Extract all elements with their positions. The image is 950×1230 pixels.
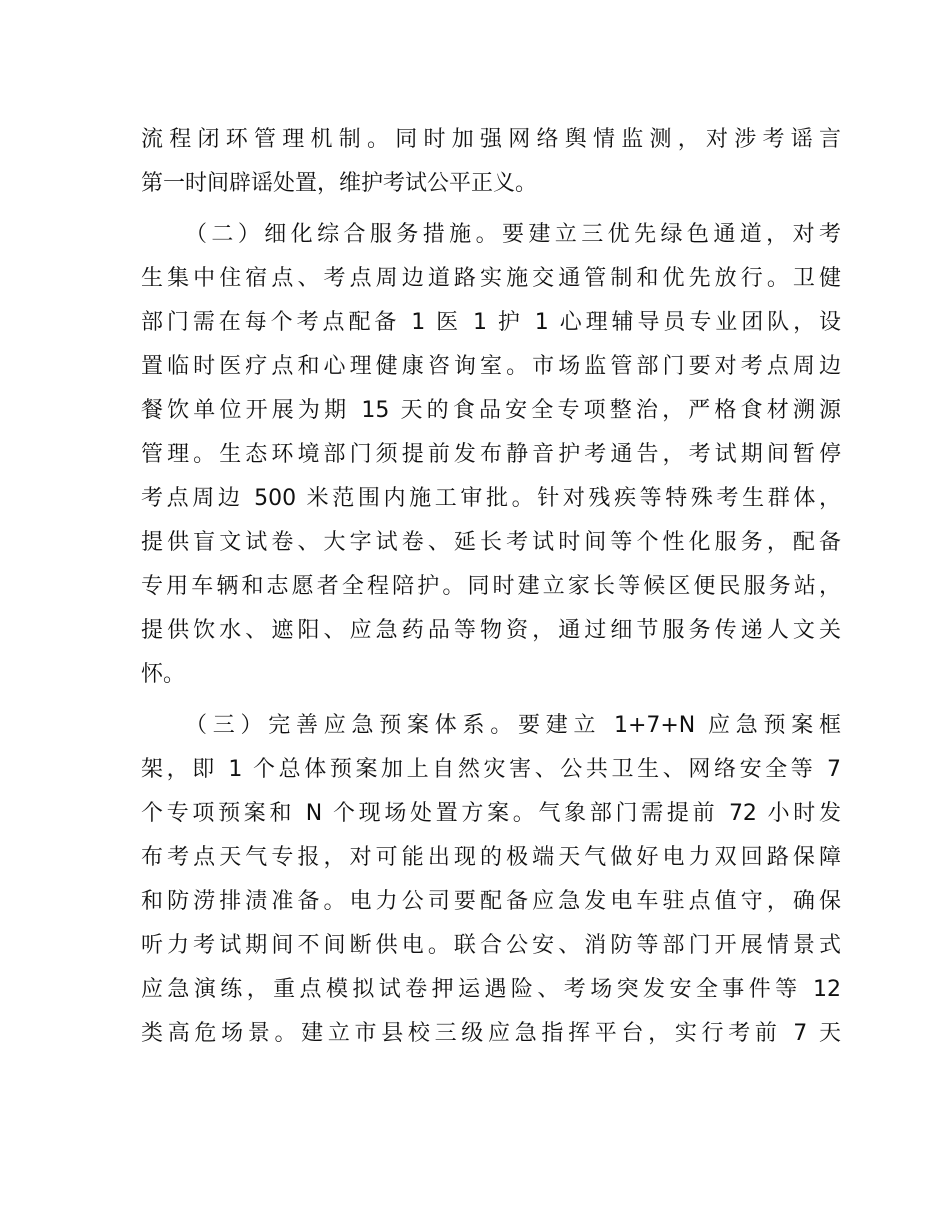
text-line: 个专项预案和 N 个现场处置方案。气象部门需提前 72 小时发 — [141, 801, 841, 826]
text-line: 流程闭环管理机制。同时加强网络舆情监测，对涉考谣言 — [141, 127, 841, 152]
text-line: 和防涝排渍准备。电力公司要配备应急发电车驻点值守，确保 — [141, 889, 841, 914]
text-line: 提供盲文试卷、大字试卷、延长考试时间等个性化服务，配备 — [141, 530, 841, 555]
text-line: （三）完善应急预案体系。要建立 1+7+N 应急预案框 — [185, 713, 841, 738]
text-line: 提供饮水、遮阳、应急药品等物资，通过细节服务传递人文关 — [141, 618, 841, 643]
text-line: 第一时间辟谣处置，维护考试公平正义。 — [141, 171, 538, 196]
text-line: 部门需在每个考点配备 1 医 1 护 1 心理辅导员专业团队，设 — [141, 310, 841, 335]
text-line: 专用车辆和志愿者全程陪护。同时建立家长等候区便民服务站， — [141, 574, 841, 599]
paragraph-3 — [141, 704, 841, 1056]
text-line: 架，即 1 个总体预案加上自然灾害、公共卫生、网络安全等 7 — [141, 757, 841, 782]
document-body — [141, 118, 841, 1056]
paragraph-1 — [141, 118, 841, 206]
text-line: 布考点天气专报，对可能出现的极端天气做好电力双回路保障 — [141, 845, 841, 870]
text-line: （二）细化综合服务措施。要建立三优先绿色通道，对考 — [185, 222, 841, 247]
text-line: 应急演练，重点模拟试卷押运遇险、考场突发安全事件等 12 — [141, 977, 841, 1002]
text-line: 听力考试期间不间断供电。联合公安、消防等部门开展情景式 — [141, 933, 841, 958]
text-line: 餐饮单位开展为期 15 天的食品安全专项整治，严格食材溯源 — [141, 398, 841, 423]
text-line: 类高危场景。建立市县校三级应急指挥平台，实行考前 7 天 — [141, 1021, 841, 1046]
paragraph-2 — [141, 213, 841, 697]
text-line: 置临时医疗点和心理健康咨询室。市场监管部门要对考点周边 — [141, 354, 841, 379]
text-line: 考点周边 500 米范围内施工审批。针对残疾等特殊考生群体， — [141, 486, 841, 511]
text-line: 怀。 — [141, 662, 186, 687]
text-line: 管理。生态环境部门须提前发布静音护考通告，考试期间暂停 — [141, 442, 841, 467]
text-line: 生集中住宿点、考点周边道路实施交通管制和优先放行。卫健 — [141, 266, 841, 291]
